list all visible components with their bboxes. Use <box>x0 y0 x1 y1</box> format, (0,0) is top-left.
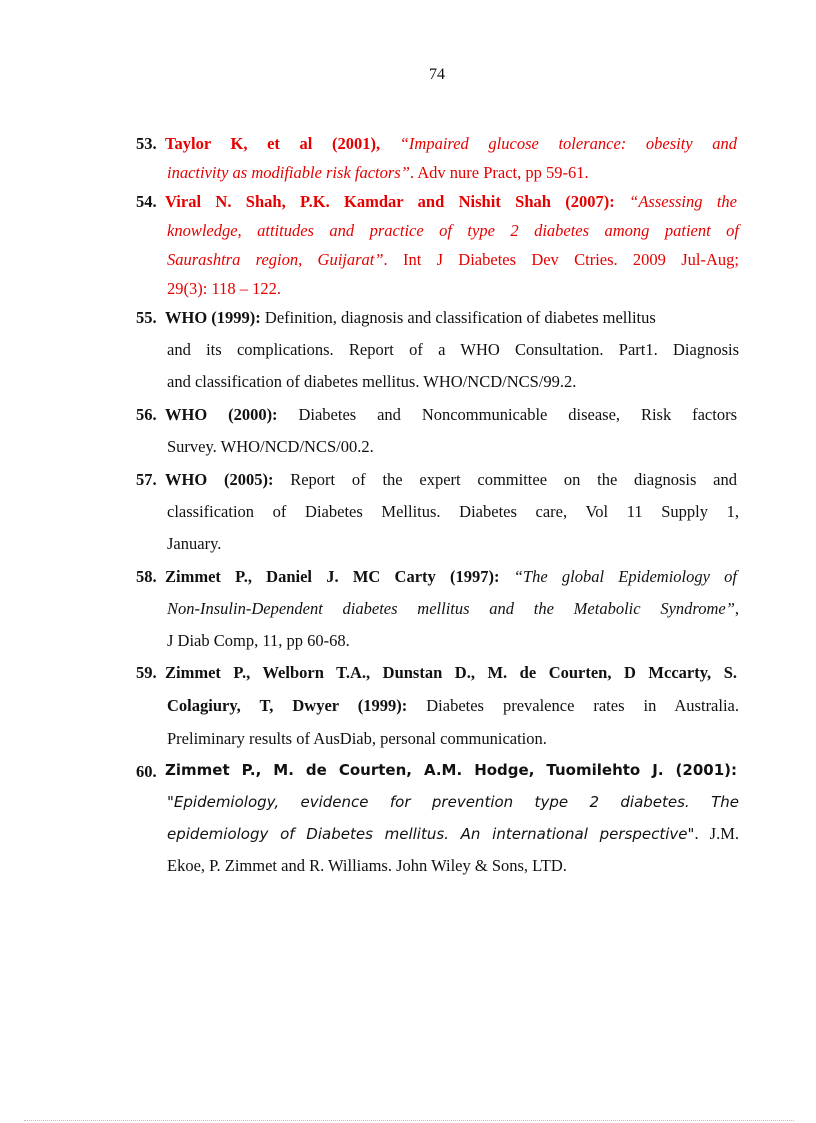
reference-line <box>167 824 739 844</box>
reference-number: 53. <box>136 134 157 153</box>
reference-text <box>500 567 514 586</box>
reference-text: “The global Epidemiology of <box>513 567 737 586</box>
reference-line <box>167 340 739 360</box>
reference-text: Colagiury, T, Dwyer (1999): <box>167 696 408 715</box>
reference-number: 60. <box>136 762 157 781</box>
reference-line <box>167 599 739 619</box>
reference-line <box>167 221 739 241</box>
reference-text: inactivity as modifiable risk factors” <box>167 163 410 182</box>
page-bottom-divider <box>24 1120 794 1121</box>
reference-line <box>165 663 737 683</box>
reference-text: . Adv nure Pract, pp 59-61. <box>409 163 589 182</box>
reference-text: classification of Diabetes Mellitus. Diabetes care, Vol 11 Supply 1, <box>167 502 739 521</box>
reference-line <box>167 696 739 716</box>
reference-text: Taylor K, et al (2001), <box>165 134 381 153</box>
reference-line <box>167 163 739 183</box>
reference-line <box>165 192 737 212</box>
reference-line <box>165 567 737 587</box>
reference-number: 54. <box>136 192 157 211</box>
reference-text: "Epidemiology, evidence for prevention type 2 diabetes. The <box>167 793 739 811</box>
reference-text <box>615 192 629 211</box>
reference-text: , <box>734 599 739 618</box>
reference-text: Report of the expert committee on the diagnosis and <box>273 470 737 489</box>
reference-text: . Int J Diabetes Dev Ctries. 2009 Jul-Aug; <box>383 250 739 269</box>
reference-text: Definition, diagnosis and classification of diabetes mellitus <box>260 308 656 327</box>
reference-number: 56. <box>136 405 157 424</box>
reference-text: Viral N. Shah, P.K. Kamdar and Nishit Shah (2007): <box>165 192 615 211</box>
reference-text: “Assessing the <box>629 192 737 211</box>
reference-line <box>167 372 739 392</box>
reference-text: 29(3): 118 – 122. <box>167 279 281 298</box>
reference-line <box>165 470 737 490</box>
reference-text: epidemiology of Diabetes mellitus. An international perspective" <box>167 825 695 843</box>
reference-text: Diabetes prevalence rates in Australia. <box>407 696 739 715</box>
reference-line <box>167 279 739 299</box>
reference-line <box>167 437 739 457</box>
reference-text: Zimmet P., Daniel J. MC Carty (1997): <box>165 567 500 586</box>
reference-text: “Impaired glucose tolerance: obesity and <box>399 134 738 153</box>
reference-text: Zimmet P., M. de Courten, A.M. Hodge, Tuomilehto J. (2001): <box>165 761 737 779</box>
reference-text: knowledge, attitudes and practice of type 2 diabetes among patient of <box>167 221 739 240</box>
reference-line <box>167 502 739 522</box>
reference-text: J Diab Comp, 11, pp 60-68. <box>167 631 350 650</box>
reference-text: Ekoe, P. Zimmet and R. Williams. John Wiley & Sons, LTD. <box>167 856 567 875</box>
reference-text: Zimmet P., Welborn T.A., Dunstan D., M. de Courten, D Mccarty, S. <box>165 663 737 682</box>
reference-text: Diabetes and Noncommunicable disease, Risk factors <box>277 405 737 424</box>
reference-line <box>167 856 739 876</box>
reference-number: 57. <box>136 470 157 489</box>
reference-number: 58. <box>136 567 157 586</box>
reference-text: WHO (2000): <box>165 405 278 424</box>
reference-line <box>167 792 739 812</box>
reference-text: January. <box>167 534 222 553</box>
reference-text <box>380 134 400 153</box>
reference-line <box>167 534 739 554</box>
reference-text: Survey. WHO/NCD/NCS/00.2. <box>167 437 374 456</box>
reference-line <box>165 134 737 154</box>
reference-text: Non-Insulin-Dependent diabetes mellitus and the Metabolic Syndrome” <box>167 599 735 618</box>
reference-line <box>167 250 739 270</box>
reference-text: WHO (1999): <box>165 308 261 327</box>
reference-text: WHO (2005): <box>165 470 274 489</box>
reference-line <box>167 729 739 749</box>
reference-line <box>165 405 737 425</box>
reference-line <box>165 760 737 780</box>
reference-text: Saurashtra region, Guijarat” <box>167 250 384 269</box>
reference-text: . J.M. <box>694 824 739 843</box>
reference-number: 59. <box>136 663 157 682</box>
reference-number: 55. <box>136 308 157 327</box>
reference-text: Preliminary results of AusDiab, personal communication. <box>167 729 547 748</box>
reference-line <box>167 631 739 651</box>
reference-line <box>165 308 737 328</box>
reference-text: and classification of diabetes mellitus. WHO/NCD/NCS/99.2. <box>167 372 577 391</box>
page-number: 74 <box>429 66 445 83</box>
reference-text: and its complications. Report of a WHO Consultation. Part1. Diagnosis <box>167 340 739 359</box>
